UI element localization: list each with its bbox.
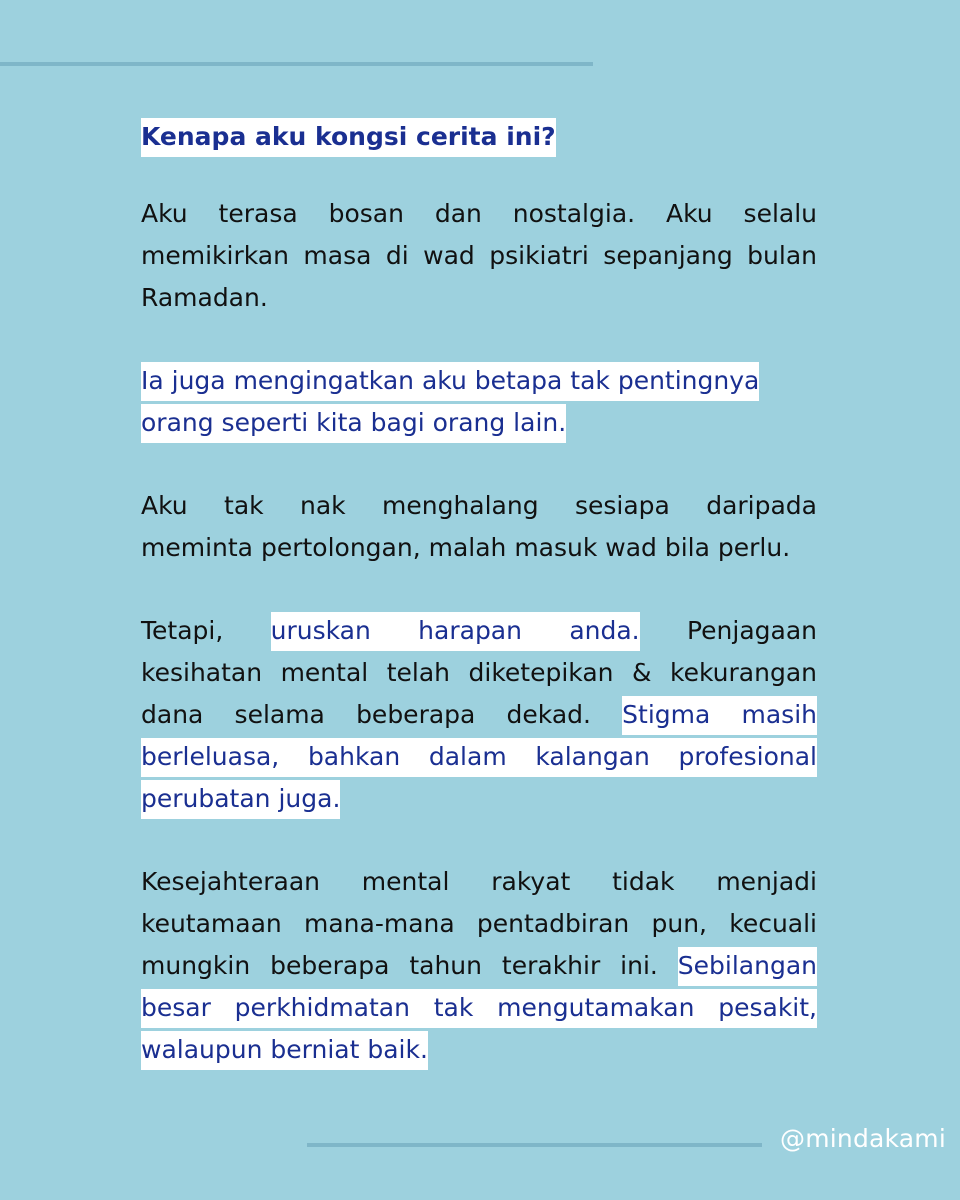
bottom-divider xyxy=(307,1143,762,1147)
paragraph-4-line-4 xyxy=(141,736,817,778)
paragraph-5-line-2: keutamaan mana-mana pentadbiran pun, kecuali xyxy=(141,909,817,938)
article-heading xyxy=(141,115,817,159)
paragraph-3-line-2: meminta pertolongan, malah masuk wad bila perlu. xyxy=(141,533,791,562)
paragraph-5-line-5 xyxy=(141,1029,817,1071)
paragraph-4-line-1 xyxy=(141,610,817,652)
paragraph-4 xyxy=(141,610,817,820)
paragraph-5-line-3 xyxy=(141,945,817,987)
paragraph-1-line-2: memikirkan masa di wad psikiatri sepanjang bulan xyxy=(141,241,817,270)
paragraph-2-line-2 xyxy=(141,402,817,444)
paragraph-4-line-2: kesihatan mental telah diketepikan & kekurangan xyxy=(141,658,817,687)
paragraph-4-line-1-start: Tetapi, xyxy=(141,616,224,645)
paragraph-4-line-3-start: dana selama beberapa dekad. xyxy=(141,700,591,729)
paragraph-1-line-3: Ramadan. xyxy=(141,283,268,312)
paragraph-4-line-3 xyxy=(141,694,817,736)
paragraph-4-highlight-3: berleluasa, bahkan dalam kalangan profesional xyxy=(141,738,817,777)
paragraph-2-highlight-1: Ia juga mengingatkan aku betapa tak pentingnya xyxy=(141,362,759,401)
paragraph-5-highlight-2: besar perkhidmatan tak mengutamakan pesakit, xyxy=(141,989,817,1028)
paragraph-4-highlight-1: uruskan harapan anda. xyxy=(271,612,640,651)
paragraph-3 xyxy=(141,485,817,569)
paragraph-1 xyxy=(141,193,817,319)
paragraph-5-line-1: Kesejahteraan mental rakyat tidak menjadi xyxy=(141,867,817,896)
paragraph-4-highlight-4: perubatan juga. xyxy=(141,780,340,819)
article-body xyxy=(141,115,817,1112)
paragraph-2 xyxy=(141,360,817,444)
paragraph-5-line-3-start: mungkin beberapa tahun terakhir ini. xyxy=(141,951,658,980)
paragraph-4-line-5 xyxy=(141,778,817,820)
paragraph-3-line-1: Aku tak nak menghalang sesiapa daripada xyxy=(141,491,817,520)
social-handle: @mindakami xyxy=(780,1124,946,1153)
paragraph-5 xyxy=(141,861,817,1071)
paragraph-4-highlight-2: Stigma masih xyxy=(622,696,817,735)
paragraph-5-highlight-1: Sebilangan xyxy=(678,947,817,986)
paragraph-2-highlight-2: orang seperti kita bagi orang lain. xyxy=(141,404,566,443)
paragraph-5-highlight-3: walaupun berniat baik. xyxy=(141,1031,428,1070)
paragraph-4-line-1-end: Penjagaan xyxy=(686,616,817,645)
paragraph-2-line-1 xyxy=(141,360,817,402)
heading-highlight: Kenapa aku kongsi cerita ini? xyxy=(141,118,556,157)
paragraph-1-line-1: Aku terasa bosan dan nostalgia. Aku selalu xyxy=(141,199,817,228)
paragraph-5-line-4 xyxy=(141,987,817,1029)
top-divider xyxy=(0,62,593,66)
